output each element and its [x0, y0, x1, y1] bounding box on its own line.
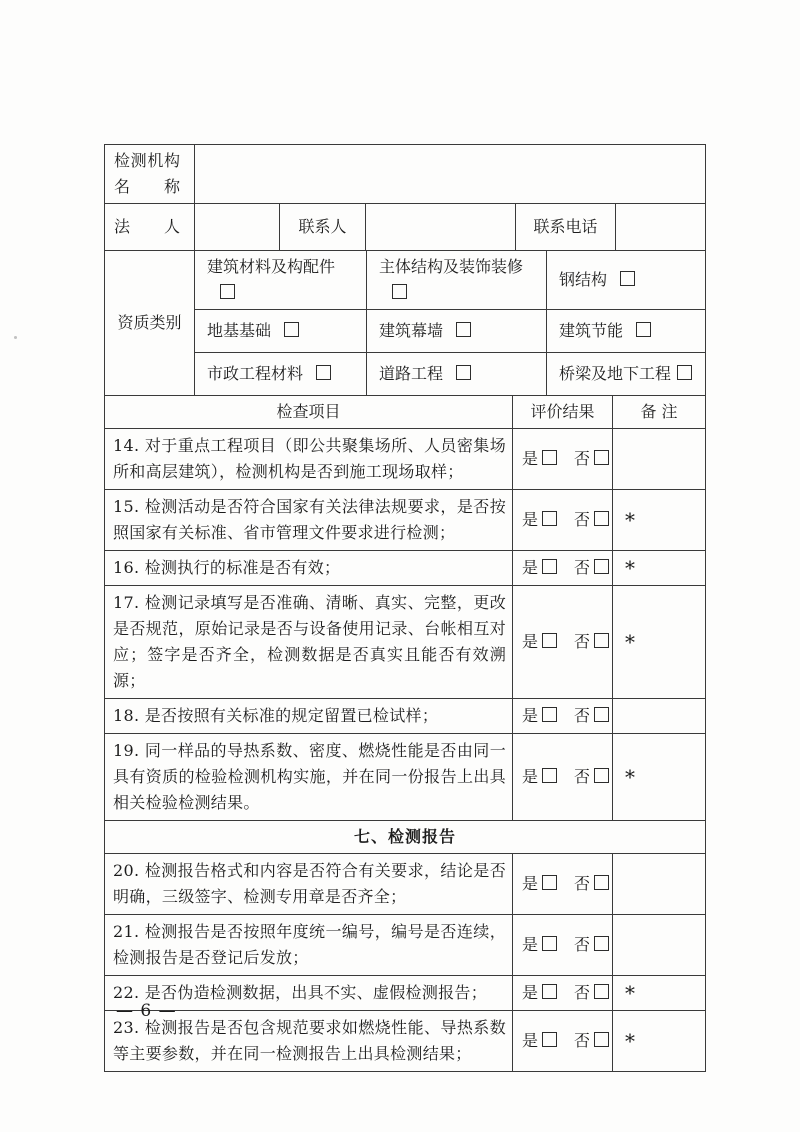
item-19-no-checkbox[interactable] [594, 768, 609, 783]
item-15-no-checkbox[interactable] [594, 511, 609, 526]
yes-label: 是 [522, 632, 539, 651]
no-label: 否 [574, 874, 591, 893]
agency-info-table [104, 144, 706, 251]
item-16-text: 16. 检测执行的标准是否有效； [105, 551, 513, 586]
item-21-remark [613, 915, 706, 976]
contact-person-label-cell: 联系人 [280, 204, 366, 251]
contact-person-value-cell [366, 204, 516, 251]
yes-label: 是 [522, 510, 539, 529]
item-23-no-checkbox[interactable] [594, 1032, 609, 1047]
curtain-wall-checkbox[interactable] [456, 322, 471, 337]
item-19-text: 19. 同一样品的导热系数、密度、燃烧性能是否由同一具有资质的检验检测机构实施，并在同一份报告上出具相关检验检测结果。 [105, 734, 513, 821]
item-23-result-cell [513, 1011, 613, 1072]
main-structure-decoration-checkbox[interactable] [392, 284, 407, 299]
item-20-yes-checkbox[interactable] [542, 875, 557, 890]
option-label: 钢结构 [559, 270, 608, 289]
checklist-row-17 [105, 586, 706, 699]
item-16-no-checkbox[interactable] [594, 559, 609, 574]
item-14-no-checkbox[interactable] [594, 450, 609, 465]
qualification-option-main-structure-decoration [367, 251, 547, 310]
option-label: 道路工程 [379, 364, 444, 383]
checklist-row-22 [105, 976, 706, 1011]
checklist-table [104, 395, 706, 1072]
qualification-option-energy-efficiency [547, 310, 706, 353]
checklist-header-row [105, 396, 706, 429]
item-22-text: 22. 是否伪造检测数据，出具不实、虚假检测报告； [105, 976, 513, 1011]
item-17-result-cell [513, 586, 613, 699]
item-17-text: 17. 检测记录填写是否准确、清晰、真实、完整，更改是否规范，原始记录是否与设备使用记录、台帐相互对应；签字是否齐全，检测数据是否真实且能否有效溯源； [105, 586, 513, 699]
item-19-yes-checkbox[interactable] [542, 768, 557, 783]
item-21-result-cell [513, 915, 613, 976]
org-name-value-cell [195, 145, 706, 204]
yes-label: 是 [522, 1031, 539, 1050]
item-22-no-checkbox[interactable] [594, 984, 609, 999]
no-label: 否 [574, 767, 591, 786]
yes-label: 是 [522, 767, 539, 786]
legal-person-label-cell [105, 204, 195, 251]
item-23-yes-checkbox[interactable] [542, 1032, 557, 1047]
item-20-text: 20. 检测报告格式和内容是否符合有关要求，结论是否明确，三级签字、检测专用章是否齐全； [105, 854, 513, 915]
checklist-row-23 [105, 1011, 706, 1072]
checklist-row-21 [105, 915, 706, 976]
qualification-option-bridge-underground [547, 353, 706, 396]
yes-label: 是 [522, 706, 539, 725]
item-18-yes-checkbox[interactable] [542, 707, 557, 722]
steel-structure-checkbox[interactable] [620, 271, 635, 286]
no-label: 否 [574, 1031, 591, 1050]
building-materials-checkbox[interactable] [220, 284, 235, 299]
no-label: 否 [574, 983, 591, 1002]
qualification-row-1 [105, 251, 706, 310]
item-23-remark: * [613, 1011, 706, 1072]
checklist-row-14 [105, 429, 706, 490]
item-15-yes-checkbox[interactable] [542, 511, 557, 526]
contact-phone-label-cell: 联系电话 [516, 204, 616, 251]
checklist-row-19 [105, 734, 706, 821]
item-16-yes-checkbox[interactable] [542, 559, 557, 574]
contact-phone-value-cell [616, 204, 706, 251]
option-label: 地基基础 [207, 321, 272, 340]
item-15-remark: * [613, 490, 706, 551]
foundation-checkbox[interactable] [284, 322, 299, 337]
checklist-row-18 [105, 699, 706, 734]
qualification-row-3 [105, 353, 706, 396]
item-15-text: 15. 检测活动是否符合国家有关法律法规要求，是否按照国家有关标准、省市管理文件要求进行检测； [105, 490, 513, 551]
checklist-row-15 [105, 490, 706, 551]
yes-label: 是 [522, 874, 539, 893]
item-20-result-cell [513, 854, 613, 915]
qualification-table [104, 250, 706, 396]
road-engineering-checkbox[interactable] [456, 365, 471, 380]
option-label: 建筑节能 [559, 321, 624, 340]
option-label: 主体结构及装饰装修 [379, 257, 524, 276]
qualification-label-cell: 资质类别 [105, 251, 195, 396]
checklist-row-20 [105, 854, 706, 915]
no-label: 否 [574, 935, 591, 954]
qualification-option-foundation [195, 310, 367, 353]
no-label: 否 [574, 449, 591, 468]
item-18-remark [613, 699, 706, 734]
option-label: 市政工程材料 [207, 364, 304, 383]
item-14-result-cell [513, 429, 613, 490]
qualification-option-road-engineering [367, 353, 547, 396]
item-22-result-cell [513, 976, 613, 1011]
legal-person-row [105, 204, 706, 251]
scan-artifact-dot [14, 336, 17, 339]
item-14-remark [613, 429, 706, 490]
qualification-option-building-materials [195, 251, 367, 310]
item-17-yes-checkbox[interactable] [542, 633, 557, 648]
item-18-result-cell [513, 699, 613, 734]
item-17-remark: * [613, 586, 706, 699]
legal-person-value-cell [195, 204, 280, 251]
energy-efficiency-checkbox[interactable] [636, 322, 651, 337]
qualification-row-2 [105, 310, 706, 353]
column-header-result: 评价结果 [513, 396, 613, 429]
item-18-text: 18. 是否按照有关标准的规定留置已检试样； [105, 699, 513, 734]
no-label: 否 [574, 558, 591, 577]
checklist-row-16 [105, 551, 706, 586]
option-label: 桥梁及地下工程 [559, 364, 672, 383]
no-label: 否 [574, 510, 591, 529]
item-19-result-cell [513, 734, 613, 821]
yes-label: 是 [522, 449, 539, 468]
inspection-form-table [104, 144, 705, 1072]
option-label: 建筑幕墙 [379, 321, 444, 340]
yes-label: 是 [522, 935, 539, 954]
item-22-remark: * [613, 976, 706, 1011]
qualification-option-curtain-wall [367, 310, 547, 353]
item-20-no-checkbox[interactable] [594, 875, 609, 890]
qualification-option-municipal-materials [195, 353, 367, 396]
yes-label: 是 [522, 983, 539, 1002]
yes-label: 是 [522, 558, 539, 577]
item-21-text: 21. 检测报告是否按照年度统一编号，编号是否连续，检测报告是否登记后发放； [105, 915, 513, 976]
option-label: 建筑材料及构配件 [207, 257, 336, 276]
item-21-no-checkbox[interactable] [594, 936, 609, 951]
section-title: 七、检测报告 [105, 821, 706, 854]
item-17-no-checkbox[interactable] [594, 633, 609, 648]
column-header-item: 检查项目 [105, 396, 513, 429]
no-label: 否 [574, 706, 591, 725]
municipal-materials-checkbox[interactable] [316, 365, 331, 380]
item-14-text: 14. 对于重点工程项目（即公共聚集场所、人员密集场所和高层建筑），检测机构是否到施工现场取样； [105, 429, 513, 490]
org-name-label-line1: 检测机构 [114, 151, 180, 170]
page-number: — 6 — [116, 1001, 177, 1021]
item-23-text: 23. 检测报告是否包含规范要求如燃烧性能、导热系数等主要参数，并在同一检测报告上出具检测结果； [105, 1011, 513, 1072]
org-name-label-line2: 名 称 [114, 177, 180, 196]
item-14-yes-checkbox[interactable] [542, 450, 557, 465]
qualification-option-steel-structure [547, 251, 706, 310]
org-name-label-cell [105, 145, 195, 204]
item-18-no-checkbox[interactable] [594, 707, 609, 722]
item-15-result-cell [513, 490, 613, 551]
section-row-inspection-report [105, 821, 706, 854]
item-19-remark: * [613, 734, 706, 821]
column-header-remark: 备 注 [613, 396, 706, 429]
item-21-yes-checkbox[interactable] [542, 936, 557, 951]
item-16-result-cell [513, 551, 613, 586]
item-22-yes-checkbox[interactable] [542, 984, 557, 999]
bridge-underground-checkbox[interactable] [677, 365, 692, 380]
no-label: 否 [574, 632, 591, 651]
item-16-remark: * [613, 551, 706, 586]
item-20-remark [613, 854, 706, 915]
legal-person-label: 法 人 [114, 217, 180, 236]
org-name-row [105, 145, 706, 204]
